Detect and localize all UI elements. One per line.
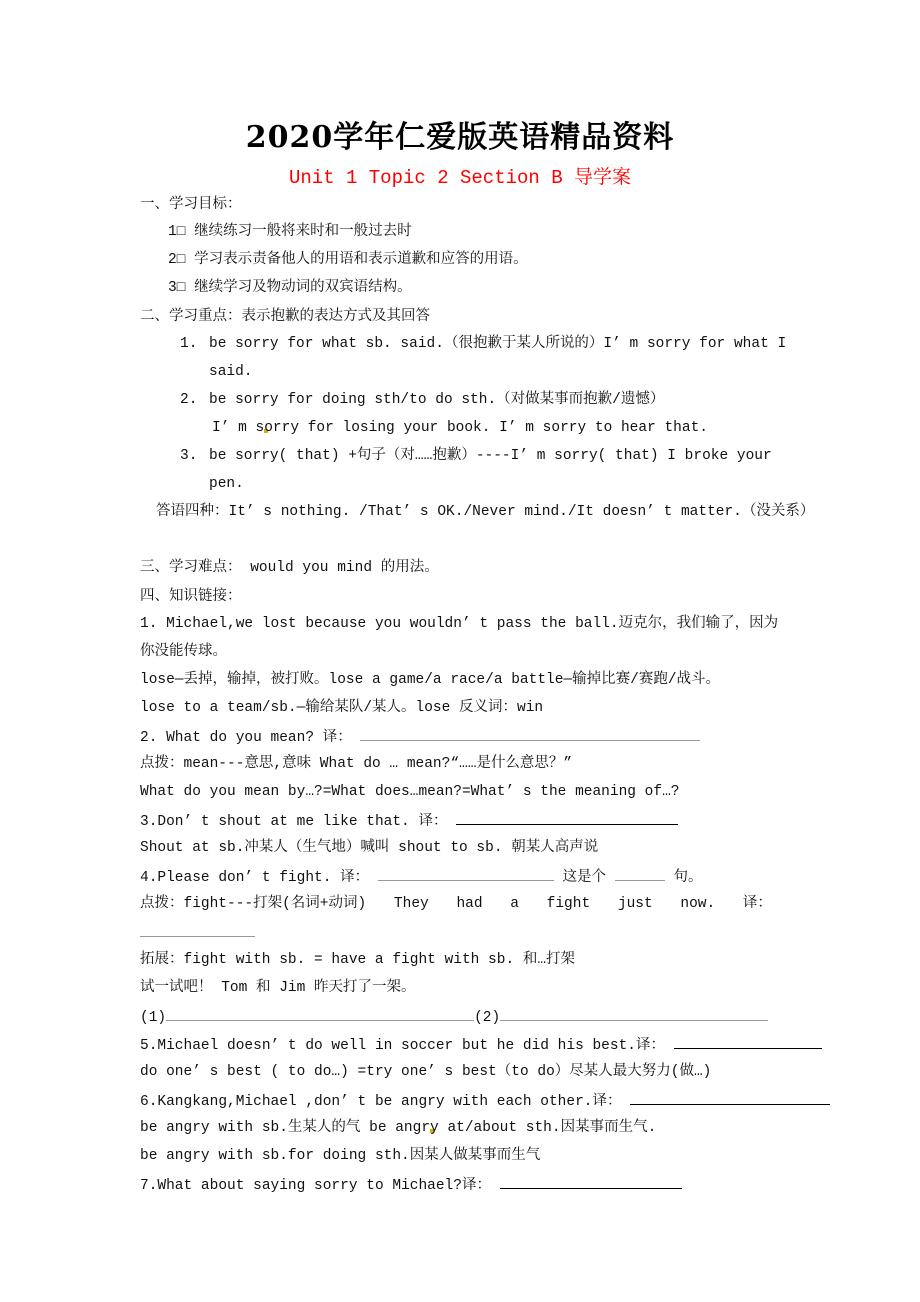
section-heading-knowledge: 四、知识链接：	[140, 588, 242, 604]
exercise-line	[140, 1174, 682, 1196]
exercise-prompt: 3.Don’ t shout at me like that. 译：	[140, 814, 448, 830]
knowledge-line-justified	[140, 894, 772, 914]
knowledge-line: lose—丢掉，输掉，被打败。lose a game/a race/a battle—输掉比赛/赛跑/战斗。	[140, 672, 721, 688]
objective-item: 1□ 继续练习一般将来时和一般过去时	[168, 224, 412, 240]
exercise-prompt: 句。	[673, 870, 703, 886]
answer-blank[interactable]	[378, 866, 554, 881]
key-point-text: be sorry for what sb. said.（很抱歉于某人所说的）I’ m sorry for what I	[209, 336, 787, 352]
objective-item: 3□ 继续学习及物动词的双宾语结构。	[168, 280, 412, 296]
answer-blank[interactable]	[360, 726, 700, 741]
knowledge-line: lose to a team/sb.—输给某队/某人。lose 反义词：win	[140, 700, 544, 716]
document-title: 2020学年仁爱版英语精品资料	[245, 120, 675, 155]
knowledge-line: What do you mean by…?=What does…mean?=What’ s the meaning of…?	[140, 784, 680, 800]
exercise-prompt: 5.Michael doesn’ t do well in soccer but he did his best.译：	[140, 1038, 665, 1054]
exercise-line	[140, 1034, 822, 1056]
word: now.	[680, 896, 716, 912]
answer-blank[interactable]	[630, 1090, 830, 1105]
knowledge-line: be angry with sb.for doing sth.因某人做某事而生气	[140, 1148, 541, 1164]
exercise-line	[140, 726, 700, 748]
answer-blank[interactable]	[456, 810, 678, 825]
key-point-example-part: I’ m s	[212, 420, 265, 436]
exercise-line	[140, 810, 678, 832]
key-point-number: 2.	[180, 392, 198, 408]
key-point-text: pen.	[209, 476, 244, 492]
knowledge-line: Shout at sb.冲某人（生气地）喊叫 shout to sb. 朝某人高声说	[140, 840, 599, 856]
word: had	[456, 896, 483, 912]
answer-blank[interactable]	[500, 1174, 682, 1189]
answer-blank[interactable]	[500, 1006, 768, 1021]
section-heading-key-points: 二、学习重点：表示抱歉的表达方式及其回答	[140, 308, 430, 324]
section-heading-objectives: 一、学习目标：	[140, 196, 242, 212]
knowledge-line	[140, 1118, 656, 1138]
exercise-prompt: 这是个	[562, 870, 615, 886]
key-point-number: 3.	[180, 448, 198, 464]
key-point-text: be sorry( that) +句子（对……抱歉）----I’ m sorry( that) I broke your	[209, 448, 772, 464]
exercise-line	[140, 866, 702, 888]
answer-blank[interactable]	[674, 1034, 822, 1049]
key-point-text: said.	[209, 364, 253, 380]
exercise-line	[140, 1090, 830, 1112]
knowledge-line: do one’ s best ( to do…) =try one’ s best（to do）尽某人最大努力(做…)	[140, 1064, 712, 1080]
objective-item: 2□ 学习表示责备他人的用语和表示道歉和应答的用语。	[168, 252, 528, 268]
word: just	[617, 896, 653, 912]
knowledge-line: 拓展：fight with sb. = have a fight with sb. 和…打架	[140, 952, 576, 968]
knowledge-text: be angry with sb.生某人的气 be angr	[140, 1120, 431, 1136]
key-point-text: be sorry for doing sth/to do sth.（对做某事而抱歉/遗憾）	[209, 392, 665, 408]
word: They	[393, 896, 429, 912]
exercise-prompt: 2. What do you mean? 译：	[140, 730, 352, 746]
word: a	[510, 896, 519, 912]
key-point-example-part: orry for losing your book. I’ m sorry to hear that.	[264, 420, 708, 436]
answer-forms: 答语四种：It’ s nothing. /That’ s OK./Never mind./It doesn’ t matter.（没关系）	[156, 504, 815, 520]
word: 译：	[742, 896, 772, 912]
answer-blank[interactable]	[615, 866, 665, 881]
knowledge-line: 试一试吧！ Tom 和 Jim 昨天打了一架。	[140, 980, 416, 996]
exercise-prompt: 6.Kangkang,Michael ,don’ t be angry with each other.译：	[140, 1094, 622, 1110]
answer-blank[interactable]	[166, 1006, 474, 1021]
knowledge-line: 1. Michael,we lost because you wouldn’ t pass the ball.迈克尔，我们输了，因为	[140, 616, 779, 632]
document-subtitle: Unit 1 Topic 2 Section B 导学案	[288, 167, 632, 189]
word: 点拨：fight---打架(名词+动词)	[140, 896, 367, 912]
exercise-prompt: (2)	[474, 1010, 501, 1026]
knowledge-line: 你没能传球。	[140, 644, 227, 660]
exercise-prompt: 7.What about saying sorry to Michael?译：	[140, 1178, 491, 1194]
knowledge-text: y at/about sth.因某事而生气.	[430, 1120, 657, 1136]
exercise-prompt: 4.Please don’ t fight. 译：	[140, 870, 370, 886]
answer-blank[interactable]	[140, 922, 255, 937]
section-heading-difficulties: 三、学习难点： would you mind 的用法。	[140, 560, 439, 576]
word: fight	[546, 896, 591, 912]
knowledge-line: 点拨：mean---意思,意味 What do … mean?“……是什么意思？”	[140, 756, 573, 772]
exercise-prompt: (1)	[140, 1010, 167, 1026]
key-point-example	[212, 418, 708, 438]
key-point-number: 1.	[180, 336, 198, 352]
exercise-line	[140, 922, 255, 944]
exercise-line	[140, 1006, 768, 1028]
